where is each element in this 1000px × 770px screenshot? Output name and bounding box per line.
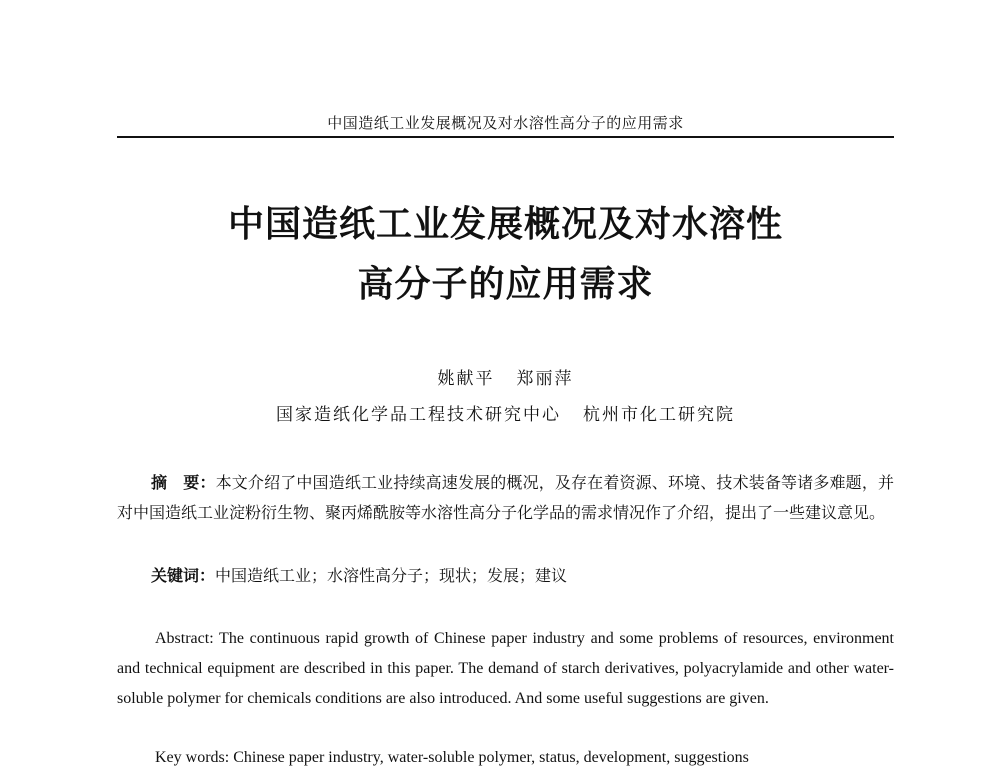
authors — [117, 364, 894, 389]
affiliations — [117, 400, 894, 425]
abstract-cn-text: 本文介绍了中国造纸工业持续高速发展的概况，及存在着资源、环境、技术装备等诸多难题，并对中国造纸工业淀粉衍生物、聚丙烯酰胺等水溶性高分子化学品的需求情况作了介绍，提出了一些建议意见。 — [117, 473, 894, 522]
paper-title — [117, 194, 894, 314]
keywords-cn — [151, 564, 891, 588]
abstract-cn — [117, 468, 894, 528]
abstract-cn-label: 摘 要： — [151, 473, 216, 492]
title-line-2: 高分子的应用需求 — [357, 263, 654, 305]
author-1: 姚献平 — [437, 369, 495, 389]
title-line-1: 中国造纸工业发展概况及对水溶性 — [227, 203, 783, 245]
running-header: 中国造纸工业发展概况及对水溶性高分子的应用需求 — [327, 114, 684, 132]
author-2: 郑丽萍 — [516, 369, 574, 389]
header-rule — [117, 136, 894, 138]
affiliation-1: 国家造纸化学品工程技术研究中心 — [276, 405, 561, 425]
abstract-en-text: The continuous rapid growth of Chinese paper industry and some problems of resources, environment and technical equipment are described in this paper. The demand of starch derivatives, polyacrylamide and other water-soluble polymer for chemicals conditions are also introduced. And some useful suggestions are given. — [117, 630, 894, 707]
affiliation-2: 杭州市化工研究院 — [583, 405, 735, 425]
abstract-en-label: Abstract: — [155, 630, 214, 647]
abstract-en — [117, 624, 894, 714]
keywords-cn-label: 关键词： — [151, 566, 216, 585]
keywords-en-text: Chinese paper industry, water-soluble polymer, status, development, suggestions — [233, 749, 749, 766]
keywords-en — [155, 746, 895, 770]
keywords-en-label: Key words: — [155, 749, 230, 766]
keywords-cn-text: 中国造纸工业；水溶性高分子；现状；发展；建议 — [215, 566, 568, 585]
